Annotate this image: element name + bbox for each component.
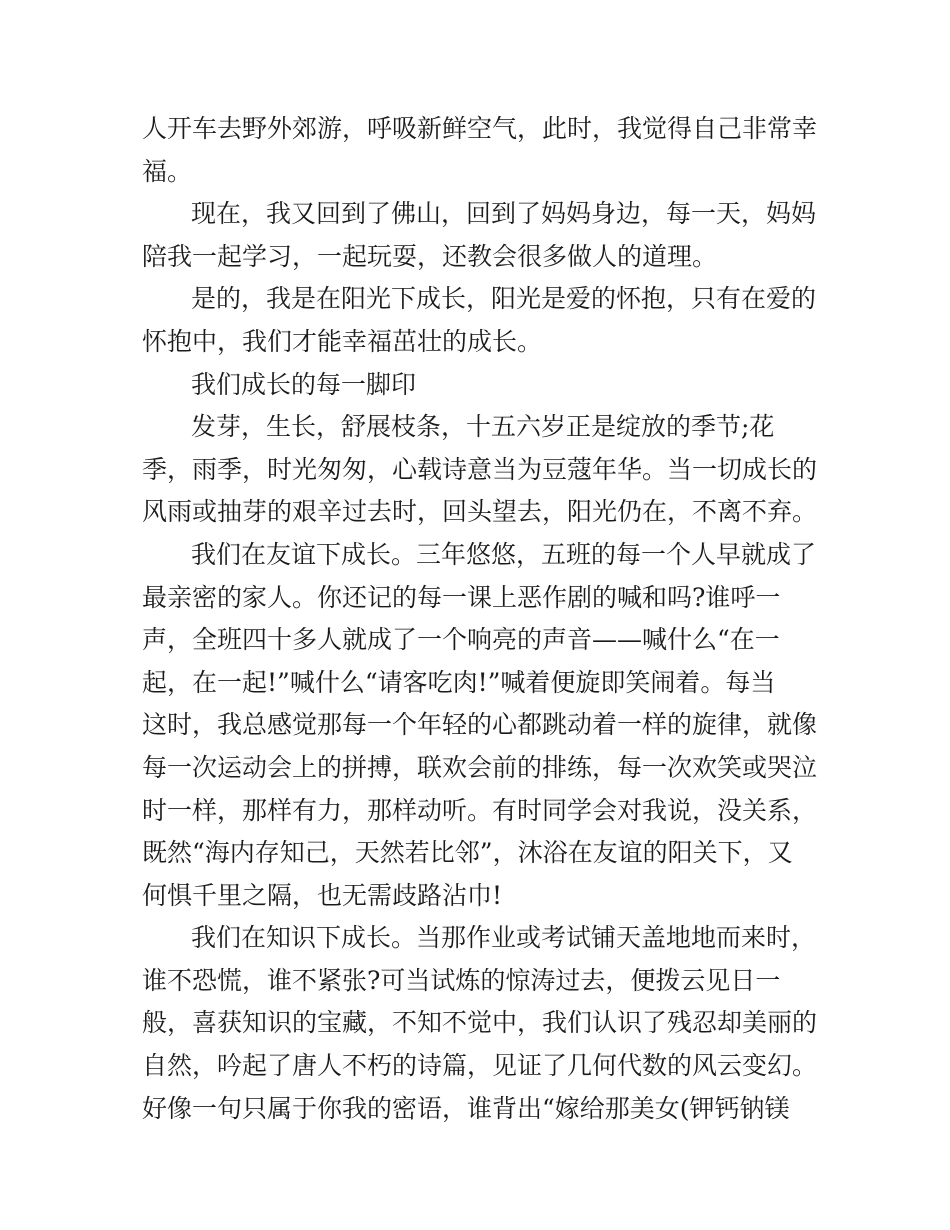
text-line: 谁不恐慌，谁不紧张?可当试炼的惊涛过去，便拨云见日一	[142, 965, 781, 995]
text-line: 我们成长的每一脚印	[191, 369, 417, 399]
text-line: 般，喜获知识的宝藏，不知不觉中，我们认识了残忍却美丽的	[142, 1008, 818, 1038]
text-line: 好像一句只属于你我的密语，谁背出“嫁给那美女(钾钙钠镁	[142, 1093, 790, 1123]
text-line: 自然，吟起了唐人不朽的诗篇，见证了几何代数的风云变幻。	[142, 1051, 818, 1081]
text-line: 风雨或抽芽的艰辛过去时，回头望去，阳光仍在，不离不弃。	[142, 497, 818, 527]
text-line: 时一样，那样有力，那样动听。有时同学会对我说，没关系，	[142, 795, 818, 825]
text-line: 起，在一起!”喊什么“请客吃肉!”喊着便旋即笑闹着。每当	[142, 667, 776, 697]
text-line: 季，雨季，时光匆匆，心载诗意当为豆蔻年华。当一切成长的	[142, 454, 818, 484]
text-line: 发芽，生长，舒展枝条，十五六岁正是绽放的季节;花	[191, 412, 775, 442]
text-line: 声，全班四十多人就成了一个响亮的声音——喊什么“在一	[142, 625, 780, 655]
text-line: 我们在友谊下成长。三年悠悠，五班的每一个人早就成了	[191, 539, 817, 569]
text-line: 怀抱中，我们才能幸福茁壮的成长。	[142, 326, 543, 356]
text-line: 这时，我总感觉那每一个年轻的心都跳动着一样的旋律，就像	[142, 710, 818, 740]
text-line: 既然“海内存知己，天然若比邻”，沐浴在友谊的阳关下，又	[142, 838, 793, 868]
body-text	[142, 108, 822, 1130]
text-line: 现在，我又回到了佛山，回到了妈妈身边，每一天，妈妈	[191, 199, 817, 229]
text-line: 我们在知识下成长。当那作业或考试铺天盖地地而来时，	[191, 923, 817, 953]
text-line: 每一次运动会上的拼搏，联欢会前的排练，每一次欢笑或哭泣	[142, 752, 818, 782]
text-line: 陪我一起学习，一起玩耍，还教会很多做人的道理。	[142, 241, 718, 271]
text-line: 人开车去野外郊游，呼吸新鲜空气，此时，我觉得自己非常幸	[142, 114, 818, 143]
text-line: 是的，我是在阳光下成长，阳光是爱的怀抱，只有在爱的	[191, 284, 817, 314]
text-line: 最亲密的家人。你还记的每一课上恶作剧的喊和吗?谁呼一	[142, 582, 781, 612]
text-line: 何惧千里之隔，也无需歧路沾巾!	[142, 880, 503, 910]
text-line: 福。	[142, 156, 193, 186]
